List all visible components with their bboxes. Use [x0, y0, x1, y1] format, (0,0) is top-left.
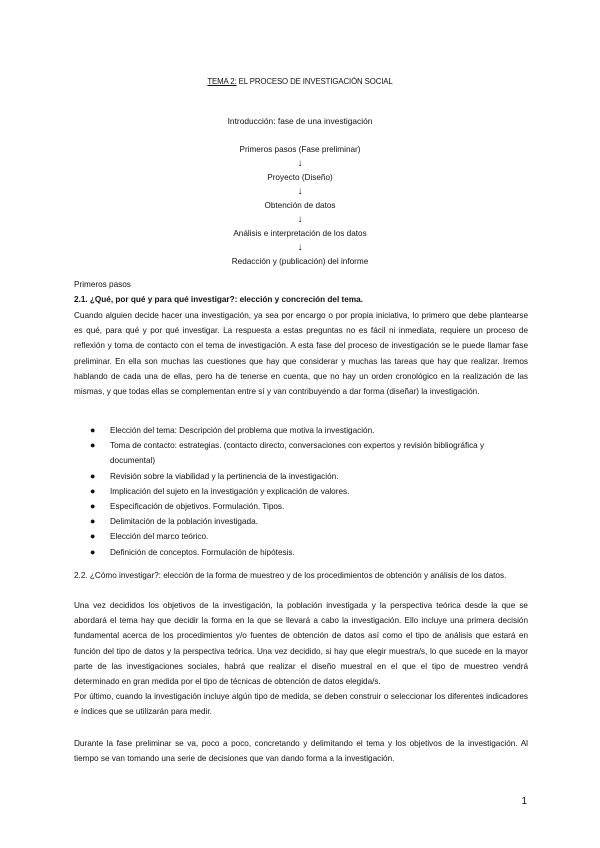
- bullet-icon: ●: [90, 516, 96, 527]
- phase-step: Obtención de datos: [264, 201, 336, 210]
- bullet-icon: ●: [90, 440, 96, 451]
- list-item: ● Especificación de objetivos. Formulación. Tipos.: [74, 499, 528, 514]
- down-arrow-icon: ↓: [297, 214, 303, 225]
- phase-step: Análisis e interpretación de los datos: [233, 229, 367, 238]
- intro-heading: Introducción: fase de una investigación: [227, 116, 373, 126]
- phases-flow: [0, 143, 600, 269]
- list-item: ● Delimitación de la población investigada.: [74, 514, 528, 529]
- section2-paragraph-3: Durante la fase preliminar se va, poco a poco, concretando y delimitando el tema y los objetivos de la investigación. Al tiempo se van tomando una serie de decisiones que van dando forma a la investigación.: [74, 739, 528, 764]
- page-number: 1: [521, 796, 527, 807]
- bullet-icon: ●: [90, 546, 96, 557]
- list-item: ● Definición de conceptos. Formulación de hipótesis.: [74, 545, 528, 560]
- bullet-icon: ●: [90, 425, 96, 435]
- list-item: ● Toma de contacto: estrategias. (contacto directo, conversaciones con expertos y revisión bibliográfica y documental): [90, 440, 485, 466]
- document-title: [0, 77, 600, 86]
- list-item: ● Revisión sobre la viabilidad y la pertinencia de la investigación.: [74, 469, 528, 484]
- bullet-icon: ●: [90, 470, 96, 481]
- phase-step: Redacción y (publicación) del informe: [231, 257, 369, 266]
- down-arrow-icon: ↓: [297, 158, 303, 169]
- section2-paragraph-2: Por último, cuando la investigación incluye algún tipo de medida, se deben construir o seleccionar los diferentes indicadores e índices que se utilizarán para medir.: [74, 692, 528, 717]
- section1-heading: 2.1. ¿Qué, por qué y para qué investigar?: elección y concreción del tema.: [74, 295, 363, 304]
- phase-step: Proyecto (Diseño): [267, 173, 333, 182]
- section1-paragraph: Cuando alguien decide hacer una investigación, ya sea por encargo o por propia iniciativa, lo primero que debe plantearse es qué, para qué y por qué investigar. La respuesta a estas preguntas no es fácil ni inmediata, requiere un proceso de reflexión y toma de contacto con el tema de investigación. A esta fase del proceso de investigación se le puede llamar fase preliminar. En ella son muchas las cuestiones que hay que considerar y muchas las tareas que hay que realizar. Iremos hablando de cada una de ellas, pero ha de tenerse en cuenta, que no hay un orden cronológico en la realización de las mismas, y que todas ellas se complementan entre sí y van contribuyendo a dar forma (diseñar) la investigación.: [74, 311, 528, 397]
- list-item: ● Implicación del sujeto en la investigación y explicación de valores.: [74, 484, 528, 499]
- list-item: ● Elección del marco teórico.: [74, 529, 528, 544]
- down-arrow-icon: ↓: [297, 186, 303, 197]
- section1-bullet-list: [74, 423, 528, 560]
- section2-paragraph-1: Una vez decididos los objetivos de la investigación, la población investigada y la perspectiva teórica desde la que se abordará el tema hay que decidir la forma en la que se llevará a cabo la investigación. Ello incluye una primera decisión fundamental acerca de los procedimientos y/o fuentes de obtención de datos así como el tipo de análisis que estará en función del tipo de datos y la perspectiva teórica. Una vez decidido, si hay que elegir muestra/s, lo que sucede en la mayor parte de las investigaciones sociales, habrá que realizar el diseño muestral en el que el tipo de muestreo vendrá determinado en gran medida por el tipo de técnicas de obtención de datos elegida/s.: [74, 601, 528, 687]
- title-topic-number: TEMA 2:: [207, 77, 237, 86]
- phase-step: Primeros pasos (Fase preliminar): [239, 145, 361, 154]
- section1-label: Primeros pasos: [74, 280, 131, 289]
- title-text: EL PROCESO DE INVESTIGACIÓN SOCIAL: [236, 77, 393, 86]
- list-item: ● Elección del tema: Descripción del problema que motiva la investigación.: [74, 423, 528, 438]
- bullet-icon: ●: [90, 485, 96, 496]
- bullet-icon: ●: [90, 531, 96, 542]
- bullet-icon: ●: [90, 501, 96, 512]
- down-arrow-icon: ↓: [297, 242, 303, 253]
- section2-heading: 2.2. ¿Cómo investigar?: elección de la forma de muestreo y de los procedimientos de obtención y análisis de los datos.: [74, 571, 507, 580]
